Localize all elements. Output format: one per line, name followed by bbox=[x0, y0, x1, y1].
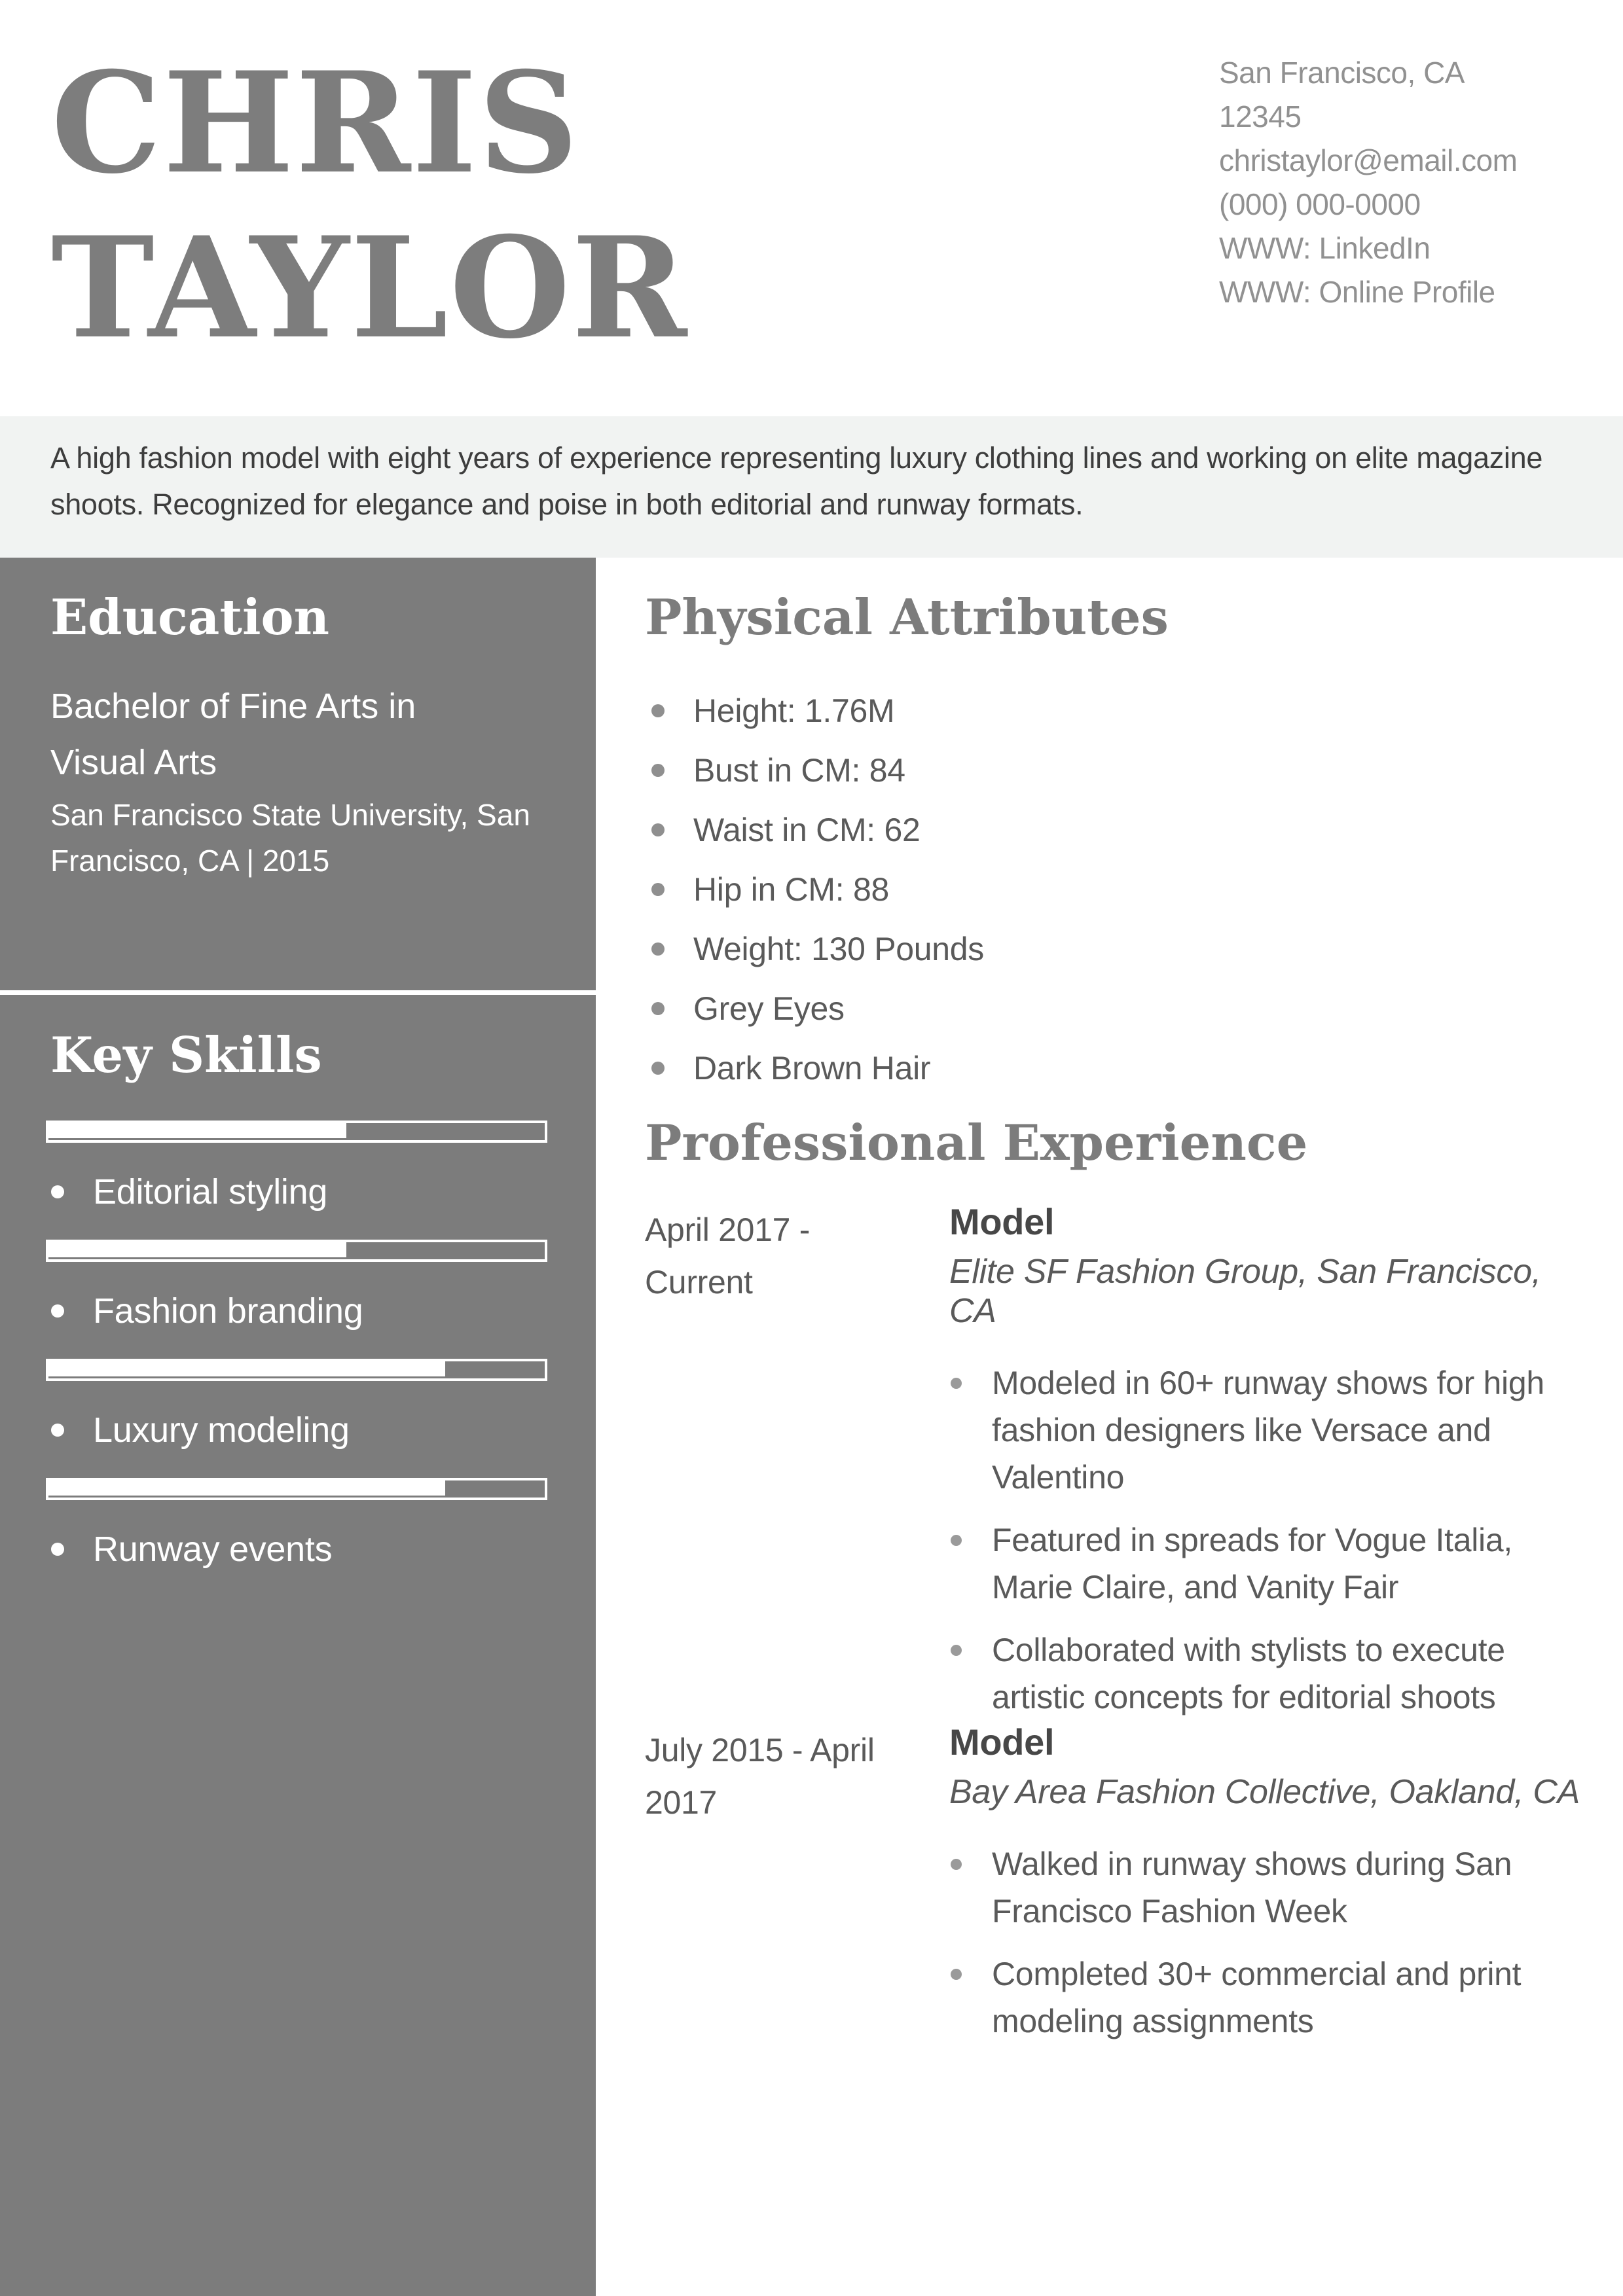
physical-attributes-heading: Physical Attributes bbox=[645, 588, 1169, 646]
skill-bar-fill bbox=[48, 1361, 445, 1376]
bullet-dot-icon bbox=[651, 764, 665, 777]
bullet-dot-icon bbox=[651, 942, 665, 956]
contact-block bbox=[1219, 51, 1586, 314]
job-bullet bbox=[949, 1950, 1588, 2045]
skill-bar bbox=[46, 1359, 547, 1381]
skill-bar bbox=[46, 1240, 547, 1262]
job-title: Model bbox=[949, 1721, 1055, 1763]
skill-bar-fill bbox=[48, 1480, 445, 1496]
job-body bbox=[949, 1721, 1588, 2045]
bullet-dot-icon bbox=[951, 1859, 962, 1870]
bullet-dot-icon bbox=[51, 1304, 64, 1318]
job-bullet bbox=[949, 1840, 1588, 1935]
bullet-dot-icon bbox=[951, 1378, 962, 1389]
contact-city: San Francisco, CA bbox=[1219, 56, 1465, 90]
attribute-text: Bust in CM: 84 bbox=[693, 751, 905, 789]
job-bullet-list bbox=[949, 1359, 1588, 1721]
skill-bar-fill bbox=[48, 1242, 346, 1257]
attribute-item bbox=[645, 800, 1496, 859]
key-skills-heading: Key Skills bbox=[50, 1026, 322, 1084]
candidate-name bbox=[51, 41, 688, 370]
job-dates: April 2017 - Current bbox=[645, 1211, 811, 1300]
sidebar-divider bbox=[0, 990, 596, 995]
attribute-text: Grey Eyes bbox=[693, 990, 845, 1027]
bullet-dot-icon bbox=[651, 1062, 665, 1075]
job-body bbox=[949, 1201, 1588, 1721]
attribute-item bbox=[645, 740, 1496, 800]
contact-email: christaylor@email.com bbox=[1219, 143, 1518, 177]
attribute-text: Height: 1.76M bbox=[693, 692, 895, 729]
skill-item bbox=[46, 1410, 547, 1450]
contact-phone: (000) 000-0000 bbox=[1219, 187, 1421, 221]
bullet-dot-icon bbox=[651, 704, 665, 717]
job-title: Model bbox=[949, 1201, 1055, 1242]
professional-experience-heading: Professional Experience bbox=[645, 1114, 1308, 1172]
job-bullet-text: Completed 30+ commercial and print modeling assignments bbox=[992, 1956, 1522, 2039]
attribute-item bbox=[645, 919, 1496, 978]
skill-item bbox=[46, 1529, 547, 1570]
attribute-item bbox=[645, 978, 1496, 1038]
bullet-dot-icon bbox=[651, 883, 665, 896]
skill-label: Runway events bbox=[93, 1530, 333, 1569]
skills-list bbox=[46, 1121, 547, 1597]
bullet-dot-icon bbox=[51, 1424, 64, 1437]
contact-online-profile: WWW: Online Profile bbox=[1219, 275, 1495, 309]
bullet-dot-icon bbox=[951, 1645, 962, 1656]
skill-bar bbox=[46, 1478, 547, 1500]
job-bullet bbox=[949, 1626, 1588, 1721]
education-degree: Bachelor of Fine Arts in Visual Arts bbox=[50, 687, 416, 782]
attribute-item bbox=[645, 859, 1496, 919]
attribute-text: Weight: 130 Pounds bbox=[693, 930, 984, 967]
job-company: Bay Area Fashion Collective, Oakland, CA bbox=[949, 1773, 1580, 1811]
experience-entry bbox=[645, 1721, 1588, 2060]
bullet-dot-icon bbox=[651, 1002, 665, 1015]
job-bullet bbox=[949, 1359, 1588, 1501]
summary-band bbox=[0, 416, 1623, 558]
experience-entry bbox=[645, 1201, 1588, 1736]
contact-linkedin: WWW: LinkedIn bbox=[1219, 231, 1431, 265]
education-heading: Education bbox=[50, 588, 330, 646]
job-bullet-text: Collaborated with stylists to execute artistic concepts for editorial shoots bbox=[992, 1632, 1505, 1715]
skill-label: Luxury modeling bbox=[93, 1410, 350, 1450]
skill-label: Fashion branding bbox=[93, 1291, 363, 1331]
attribute-text: Dark Brown Hair bbox=[693, 1049, 931, 1086]
attribute-item bbox=[645, 681, 1496, 740]
job-bullet-text: Modeled in 60+ runway shows for high fashion designers like Versace and Valentino bbox=[992, 1365, 1544, 1496]
bullet-dot-icon bbox=[51, 1185, 64, 1198]
job-company: Elite SF Fashion Group, San Francisco, CA bbox=[949, 1253, 1541, 1330]
candidate-last-name: TAYLOR bbox=[51, 206, 689, 369]
bullet-dot-icon bbox=[951, 1535, 962, 1546]
candidate-first-name: CHRIS bbox=[51, 41, 580, 204]
job-bullet bbox=[949, 1516, 1588, 1611]
attribute-text: Hip in CM: 88 bbox=[693, 870, 889, 908]
job-bullet-list bbox=[949, 1840, 1588, 2045]
contact-zip: 12345 bbox=[1219, 99, 1302, 134]
job-dates: July 2015 - April 2017 bbox=[645, 1732, 875, 1821]
skill-item bbox=[46, 1172, 547, 1212]
skill-bar-fill bbox=[48, 1123, 346, 1138]
education-school: San Francisco State University, San Francisco, CA | 2015 bbox=[50, 798, 530, 878]
attribute-text: Waist in CM: 62 bbox=[693, 811, 921, 848]
job-bullet-text: Featured in spreads for Vogue Italia, Marie Claire, and Vanity Fair bbox=[992, 1522, 1512, 1605]
skill-item bbox=[46, 1291, 547, 1331]
skill-label: Editorial styling bbox=[93, 1172, 328, 1211]
attribute-item bbox=[645, 1038, 1496, 1098]
job-bullet-text: Walked in runway shows during San Francisco Fashion Week bbox=[992, 1846, 1512, 1929]
bullet-dot-icon bbox=[51, 1543, 64, 1556]
bullet-dot-icon bbox=[651, 823, 665, 836]
summary-text: A high fashion model with eight years of experience representing luxury clothing lines and working on elite magazine shoots. Recognized for elegance and poise in both editorial and runway formats. bbox=[50, 441, 1543, 521]
bullet-dot-icon bbox=[951, 1969, 962, 1980]
physical-attributes-list bbox=[645, 681, 1496, 1098]
skill-bar bbox=[46, 1121, 547, 1143]
